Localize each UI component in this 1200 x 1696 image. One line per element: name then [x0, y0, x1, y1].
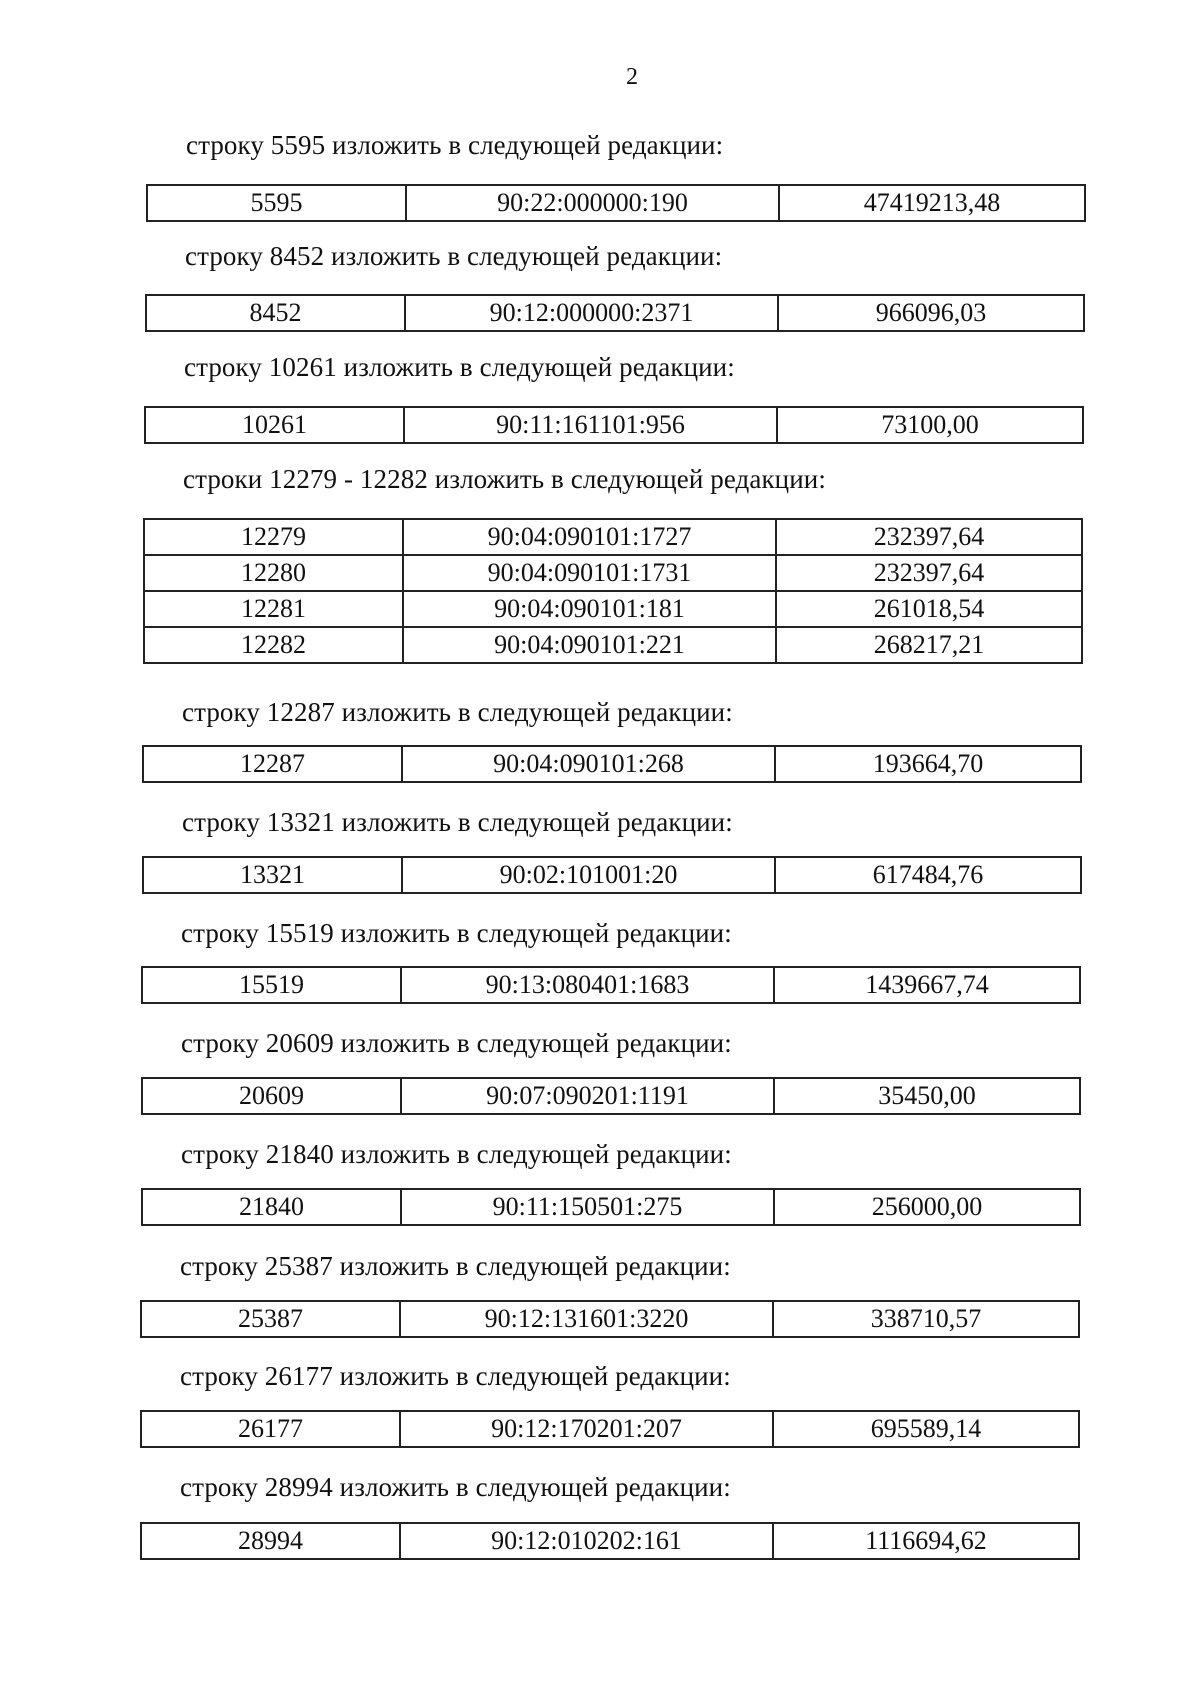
table-row — [146, 295, 1084, 331]
row-number-cell: 21840 — [142, 1189, 401, 1225]
value-cell: 268217,21 — [776, 627, 1082, 663]
cadastral-number-cell: 90:12:170201:207 — [400, 1411, 773, 1447]
amendment-table — [144, 406, 1084, 444]
table-row — [144, 591, 1082, 627]
table-row — [144, 519, 1082, 555]
table-row — [141, 1301, 1079, 1337]
cadastral-number-cell: 90:11:161101:956 — [404, 407, 777, 443]
cadastral-number-cell: 90:02:101001:20 — [402, 857, 775, 893]
row-number-cell: 10261 — [145, 407, 404, 443]
row-number-cell: 28994 — [141, 1523, 400, 1559]
row-number-cell: 5595 — [147, 185, 406, 221]
cadastral-number-cell: 90:12:131601:3220 — [400, 1301, 773, 1337]
row-number-cell: 12287 — [143, 746, 402, 782]
value-cell: 256000,00 — [774, 1189, 1080, 1225]
amendment-table — [142, 856, 1082, 894]
amendment-table — [140, 1410, 1080, 1448]
row-number-cell: 13321 — [143, 857, 402, 893]
amendment-table — [141, 1077, 1081, 1115]
value-cell: 232397,64 — [776, 555, 1082, 591]
row-number-cell: 12281 — [144, 591, 403, 627]
row-number-cell: 12280 — [144, 555, 403, 591]
cadastral-number-cell: 90:12:010202:161 — [400, 1523, 773, 1559]
amendment-table — [145, 294, 1085, 332]
value-cell: 261018,54 — [776, 591, 1082, 627]
amendment-intro: строки 12279 - 12282 изложить в следующей редакции: — [183, 464, 826, 494]
table-row — [143, 857, 1081, 893]
cadastral-number-cell: 90:04:090101:181 — [403, 591, 776, 627]
amendment-table — [140, 1522, 1080, 1560]
amendment-intro: строку 8452 изложить в следующей редакции: — [185, 241, 723, 271]
amendment-table — [140, 1300, 1080, 1338]
cadastral-number-cell: 90:07:090201:1191 — [401, 1078, 774, 1114]
value-cell: 966096,03 — [778, 295, 1084, 331]
amendment-intro: строку 10261 изложить в следующей редакции: — [184, 352, 735, 382]
table-row — [142, 967, 1080, 1003]
value-cell: 47419213,48 — [779, 185, 1085, 221]
cadastral-number-cell: 90:04:090101:221 — [403, 627, 776, 663]
table-row — [144, 627, 1082, 663]
amendment-table — [141, 966, 1081, 1004]
table-row — [142, 1078, 1080, 1114]
table-row — [143, 746, 1081, 782]
table-row — [144, 555, 1082, 591]
cadastral-number-cell: 90:13:080401:1683 — [401, 967, 774, 1003]
row-number-cell: 20609 — [142, 1078, 401, 1114]
amendment-intro: строку 13321 изложить в следующей редакции: — [182, 807, 733, 837]
value-cell: 232397,64 — [776, 519, 1082, 555]
cadastral-number-cell: 90:04:090101:1727 — [403, 519, 776, 555]
row-number-cell: 26177 — [141, 1411, 400, 1447]
amendment-intro: строку 21840 изложить в следующей редакции: — [181, 1139, 732, 1169]
row-number-cell: 12279 — [144, 519, 403, 555]
table-row — [141, 1523, 1079, 1559]
amendment-table — [143, 518, 1083, 664]
amendment-intro: строку 28994 изложить в следующей редакции: — [180, 1472, 731, 1502]
table-row — [142, 1189, 1080, 1225]
row-number-cell: 12282 — [144, 627, 403, 663]
amendment-intro: строку 12287 изложить в следующей редакции: — [182, 697, 733, 727]
value-cell: 73100,00 — [777, 407, 1083, 443]
amendment-table — [146, 184, 1086, 222]
amendment-table — [142, 745, 1082, 783]
value-cell: 35450,00 — [774, 1078, 1080, 1114]
value-cell: 193664,70 — [775, 746, 1081, 782]
amendment-intro: строку 26177 изложить в следующей редакции: — [180, 1361, 731, 1391]
table-row — [147, 185, 1085, 221]
value-cell: 1116694,62 — [773, 1523, 1079, 1559]
table-row — [145, 407, 1083, 443]
cadastral-number-cell: 90:12:000000:2371 — [405, 295, 778, 331]
amendment-intro: строку 15519 изложить в следующей редакции: — [181, 918, 732, 948]
amendment-intro: строку 5595 изложить в следующей редакции: — [186, 130, 724, 160]
amendment-intro: строку 20609 изложить в следующей редакции: — [181, 1028, 732, 1058]
amendment-table — [141, 1188, 1081, 1226]
row-number-cell: 25387 — [141, 1301, 400, 1337]
page-number: 2 — [626, 64, 638, 90]
value-cell: 695589,14 — [773, 1411, 1079, 1447]
value-cell: 338710,57 — [773, 1301, 1079, 1337]
cadastral-number-cell: 90:22:000000:190 — [406, 185, 779, 221]
table-row — [141, 1411, 1079, 1447]
cadastral-number-cell: 90:04:090101:268 — [402, 746, 775, 782]
row-number-cell: 8452 — [146, 295, 405, 331]
cadastral-number-cell: 90:04:090101:1731 — [403, 555, 776, 591]
row-number-cell: 15519 — [142, 967, 401, 1003]
amendment-intro: строку 25387 изложить в следующей редакции: — [180, 1251, 731, 1281]
cadastral-number-cell: 90:11:150501:275 — [401, 1189, 774, 1225]
value-cell: 1439667,74 — [774, 967, 1080, 1003]
value-cell: 617484,76 — [775, 857, 1081, 893]
